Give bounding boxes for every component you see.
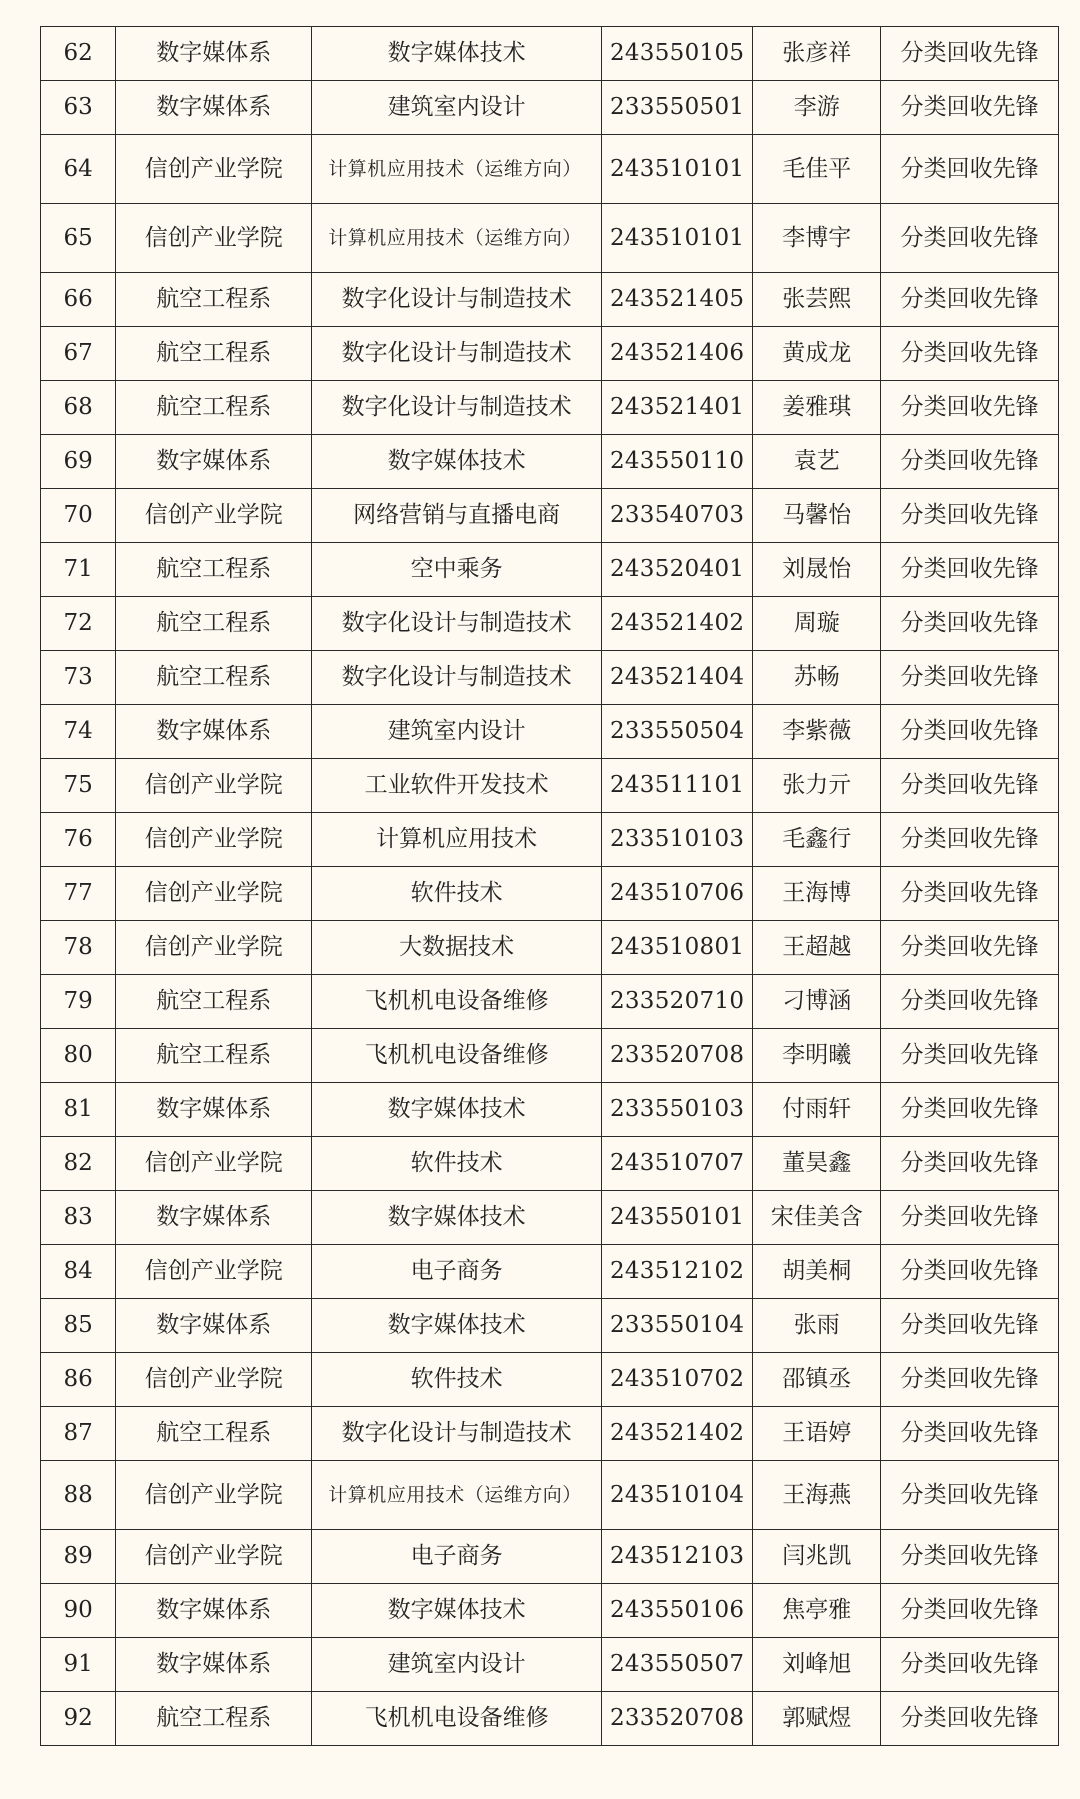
student-name-cell: 胡美桐 — [753, 1245, 881, 1299]
department-cell: 信创产业学院 — [116, 204, 312, 273]
major-cell: 飞机机电设备维修 — [312, 975, 602, 1029]
major-cell: 计算机应用技术（运维方向） — [312, 135, 602, 204]
major-cell: 数字媒体技术 — [312, 1584, 602, 1638]
class-id-cell: 233520710 — [601, 975, 753, 1029]
row-number-cell: 84 — [41, 1245, 116, 1299]
award-cell: 分类回收先锋 — [881, 1692, 1059, 1746]
award-cell: 分类回收先锋 — [881, 975, 1059, 1029]
student-name-cell: 闫兆凯 — [753, 1530, 881, 1584]
row-number-cell: 66 — [41, 273, 116, 327]
class-id-cell: 233550103 — [601, 1083, 753, 1137]
department-cell: 信创产业学院 — [116, 759, 312, 813]
table-row — [41, 1584, 1059, 1638]
department-cell: 信创产业学院 — [116, 135, 312, 204]
student-name-cell: 苏畅 — [753, 651, 881, 705]
class-id-cell: 243510801 — [601, 921, 753, 975]
major-cell: 飞机机电设备维修 — [312, 1029, 602, 1083]
student-name-cell: 付雨轩 — [753, 1083, 881, 1137]
major-cell: 数字媒体技术 — [312, 27, 602, 81]
class-id-cell: 243550101 — [601, 1191, 753, 1245]
department-cell: 信创产业学院 — [116, 1137, 312, 1191]
table-row — [41, 273, 1059, 327]
class-id-cell: 243521405 — [601, 273, 753, 327]
award-cell: 分类回收先锋 — [881, 1191, 1059, 1245]
major-cell: 软件技术 — [312, 1137, 602, 1191]
student-name-cell: 周璇 — [753, 597, 881, 651]
row-number-cell: 67 — [41, 327, 116, 381]
table-row — [41, 651, 1059, 705]
award-cell: 分类回收先锋 — [881, 1245, 1059, 1299]
student-name-cell: 刘晟怡 — [753, 543, 881, 597]
class-id-cell: 243550106 — [601, 1584, 753, 1638]
major-cell: 数字化设计与制造技术 — [312, 597, 602, 651]
class-id-cell: 233540703 — [601, 489, 753, 543]
class-id-cell: 233520708 — [601, 1029, 753, 1083]
department-cell: 数字媒体系 — [116, 27, 312, 81]
award-cell: 分类回收先锋 — [881, 1353, 1059, 1407]
student-name-cell: 王超越 — [753, 921, 881, 975]
table-row — [41, 1299, 1059, 1353]
row-number-cell: 81 — [41, 1083, 116, 1137]
class-id-cell: 243550105 — [601, 27, 753, 81]
row-number-cell: 82 — [41, 1137, 116, 1191]
major-cell: 建筑室内设计 — [312, 705, 602, 759]
award-cell: 分类回收先锋 — [881, 327, 1059, 381]
row-number-cell: 77 — [41, 867, 116, 921]
row-number-cell: 63 — [41, 81, 116, 135]
department-cell: 数字媒体系 — [116, 435, 312, 489]
department-cell: 航空工程系 — [116, 597, 312, 651]
award-cell: 分类回收先锋 — [881, 273, 1059, 327]
class-id-cell: 243512103 — [601, 1530, 753, 1584]
table-row — [41, 543, 1059, 597]
award-cell: 分类回收先锋 — [881, 435, 1059, 489]
major-cell: 数字化设计与制造技术 — [312, 1407, 602, 1461]
award-cell: 分类回收先锋 — [881, 381, 1059, 435]
award-cell: 分类回收先锋 — [881, 651, 1059, 705]
class-id-cell: 233510103 — [601, 813, 753, 867]
major-cell: 建筑室内设计 — [312, 1638, 602, 1692]
class-id-cell: 243521406 — [601, 327, 753, 381]
major-cell: 数字媒体技术 — [312, 1299, 602, 1353]
major-cell: 计算机应用技术（运维方向） — [312, 204, 602, 273]
major-cell: 数字媒体技术 — [312, 1191, 602, 1245]
award-cell: 分类回收先锋 — [881, 759, 1059, 813]
student-name-cell: 郭赋煜 — [753, 1692, 881, 1746]
award-cell: 分类回收先锋 — [881, 1299, 1059, 1353]
class-id-cell: 243521402 — [601, 1407, 753, 1461]
department-cell: 信创产业学院 — [116, 1530, 312, 1584]
class-id-cell: 243510101 — [601, 204, 753, 273]
row-number-cell: 69 — [41, 435, 116, 489]
row-number-cell: 89 — [41, 1530, 116, 1584]
student-name-cell: 李明曦 — [753, 1029, 881, 1083]
row-number-cell: 87 — [41, 1407, 116, 1461]
major-cell: 空中乘务 — [312, 543, 602, 597]
department-cell: 航空工程系 — [116, 543, 312, 597]
department-cell: 数字媒体系 — [116, 81, 312, 135]
row-number-cell: 74 — [41, 705, 116, 759]
class-id-cell: 233550504 — [601, 705, 753, 759]
student-name-cell: 袁艺 — [753, 435, 881, 489]
student-name-cell: 王海博 — [753, 867, 881, 921]
department-cell: 信创产业学院 — [116, 813, 312, 867]
major-cell: 软件技术 — [312, 1353, 602, 1407]
student-name-cell: 李游 — [753, 81, 881, 135]
student-name-cell: 邵镇丞 — [753, 1353, 881, 1407]
student-name-cell: 马馨怡 — [753, 489, 881, 543]
student-name-cell: 王语婷 — [753, 1407, 881, 1461]
class-id-cell: 233550501 — [601, 81, 753, 135]
row-number-cell: 76 — [41, 813, 116, 867]
honor-list-table — [40, 26, 1059, 1746]
table-row — [41, 759, 1059, 813]
student-name-cell: 董昊鑫 — [753, 1137, 881, 1191]
department-cell: 航空工程系 — [116, 327, 312, 381]
table-row — [41, 867, 1059, 921]
table-row — [41, 921, 1059, 975]
student-name-cell: 张彦祥 — [753, 27, 881, 81]
student-name-cell: 张雨 — [753, 1299, 881, 1353]
table-row — [41, 381, 1059, 435]
award-cell: 分类回收先锋 — [881, 867, 1059, 921]
award-cell: 分类回收先锋 — [881, 705, 1059, 759]
class-id-cell: 243510707 — [601, 1137, 753, 1191]
class-id-cell: 243550110 — [601, 435, 753, 489]
table-row — [41, 1638, 1059, 1692]
row-number-cell: 80 — [41, 1029, 116, 1083]
major-cell: 电子商务 — [312, 1245, 602, 1299]
row-number-cell: 64 — [41, 135, 116, 204]
row-number-cell: 73 — [41, 651, 116, 705]
department-cell: 信创产业学院 — [116, 867, 312, 921]
table-body — [41, 27, 1059, 1746]
award-cell: 分类回收先锋 — [881, 204, 1059, 273]
row-number-cell: 92 — [41, 1692, 116, 1746]
table-row — [41, 135, 1059, 204]
row-number-cell: 85 — [41, 1299, 116, 1353]
award-cell: 分类回收先锋 — [881, 1461, 1059, 1530]
award-cell: 分类回收先锋 — [881, 489, 1059, 543]
class-id-cell: 233520708 — [601, 1692, 753, 1746]
major-cell: 建筑室内设计 — [312, 81, 602, 135]
award-cell: 分类回收先锋 — [881, 1029, 1059, 1083]
class-id-cell: 243510702 — [601, 1353, 753, 1407]
award-cell: 分类回收先锋 — [881, 81, 1059, 135]
row-number-cell: 62 — [41, 27, 116, 81]
student-name-cell: 黄成龙 — [753, 327, 881, 381]
major-cell: 电子商务 — [312, 1530, 602, 1584]
student-name-cell: 李紫薇 — [753, 705, 881, 759]
award-cell: 分类回收先锋 — [881, 921, 1059, 975]
department-cell: 航空工程系 — [116, 1029, 312, 1083]
table-row — [41, 705, 1059, 759]
student-name-cell: 张力亓 — [753, 759, 881, 813]
table-row — [41, 1191, 1059, 1245]
table-row — [41, 327, 1059, 381]
class-id-cell: 243510104 — [601, 1461, 753, 1530]
class-id-cell: 243521402 — [601, 597, 753, 651]
student-name-cell: 刁博涵 — [753, 975, 881, 1029]
student-name-cell: 李博宇 — [753, 204, 881, 273]
major-cell: 软件技术 — [312, 867, 602, 921]
row-number-cell: 90 — [41, 1584, 116, 1638]
table-row — [41, 435, 1059, 489]
class-id-cell: 243510706 — [601, 867, 753, 921]
major-cell: 计算机应用技术（运维方向） — [312, 1461, 602, 1530]
department-cell: 数字媒体系 — [116, 1584, 312, 1638]
student-name-cell: 刘峰旭 — [753, 1638, 881, 1692]
department-cell: 信创产业学院 — [116, 1461, 312, 1530]
row-number-cell: 86 — [41, 1353, 116, 1407]
department-cell: 数字媒体系 — [116, 705, 312, 759]
department-cell: 数字媒体系 — [116, 1299, 312, 1353]
table-row — [41, 813, 1059, 867]
department-cell: 航空工程系 — [116, 1692, 312, 1746]
row-number-cell: 68 — [41, 381, 116, 435]
table-row — [41, 597, 1059, 651]
major-cell: 大数据技术 — [312, 921, 602, 975]
department-cell: 信创产业学院 — [116, 1245, 312, 1299]
table-row — [41, 1245, 1059, 1299]
class-id-cell: 243550507 — [601, 1638, 753, 1692]
award-cell: 分类回收先锋 — [881, 813, 1059, 867]
major-cell: 数字化设计与制造技术 — [312, 327, 602, 381]
table-row — [41, 975, 1059, 1029]
department-cell: 数字媒体系 — [116, 1191, 312, 1245]
table-row — [41, 1137, 1059, 1191]
student-name-cell: 王海燕 — [753, 1461, 881, 1530]
row-number-cell: 72 — [41, 597, 116, 651]
class-id-cell: 243510101 — [601, 135, 753, 204]
row-number-cell: 65 — [41, 204, 116, 273]
department-cell: 航空工程系 — [116, 1407, 312, 1461]
department-cell: 航空工程系 — [116, 381, 312, 435]
award-cell: 分类回收先锋 — [881, 27, 1059, 81]
table-row — [41, 204, 1059, 273]
student-name-cell: 宋佳美含 — [753, 1191, 881, 1245]
row-number-cell: 79 — [41, 975, 116, 1029]
award-cell: 分类回收先锋 — [881, 1584, 1059, 1638]
table-row — [41, 1692, 1059, 1746]
student-name-cell: 焦亭雅 — [753, 1584, 881, 1638]
table-row — [41, 1407, 1059, 1461]
row-number-cell: 78 — [41, 921, 116, 975]
class-id-cell: 243521401 — [601, 381, 753, 435]
class-id-cell: 243512102 — [601, 1245, 753, 1299]
table-row — [41, 27, 1059, 81]
student-name-cell: 姜雅琪 — [753, 381, 881, 435]
department-cell: 信创产业学院 — [116, 921, 312, 975]
major-cell: 数字化设计与制造技术 — [312, 273, 602, 327]
department-cell: 数字媒体系 — [116, 1083, 312, 1137]
row-number-cell: 88 — [41, 1461, 116, 1530]
major-cell: 数字化设计与制造技术 — [312, 651, 602, 705]
department-cell: 航空工程系 — [116, 273, 312, 327]
major-cell: 数字媒体技术 — [312, 435, 602, 489]
award-cell: 分类回收先锋 — [881, 1137, 1059, 1191]
row-number-cell: 70 — [41, 489, 116, 543]
table-row — [41, 1083, 1059, 1137]
major-cell: 计算机应用技术 — [312, 813, 602, 867]
department-cell: 航空工程系 — [116, 651, 312, 705]
award-cell: 分类回收先锋 — [881, 543, 1059, 597]
major-cell: 数字化设计与制造技术 — [312, 381, 602, 435]
department-cell: 信创产业学院 — [116, 1353, 312, 1407]
student-name-cell: 毛鑫行 — [753, 813, 881, 867]
table-row — [41, 81, 1059, 135]
department-cell: 航空工程系 — [116, 975, 312, 1029]
table-row — [41, 1353, 1059, 1407]
class-id-cell: 243521404 — [601, 651, 753, 705]
major-cell: 飞机机电设备维修 — [312, 1692, 602, 1746]
row-number-cell: 75 — [41, 759, 116, 813]
major-cell: 网络营销与直播电商 — [312, 489, 602, 543]
award-cell: 分类回收先锋 — [881, 1083, 1059, 1137]
department-cell: 信创产业学院 — [116, 489, 312, 543]
major-cell: 数字媒体技术 — [312, 1083, 602, 1137]
award-cell: 分类回收先锋 — [881, 1638, 1059, 1692]
row-number-cell: 71 — [41, 543, 116, 597]
table-row — [41, 1029, 1059, 1083]
major-cell: 工业软件开发技术 — [312, 759, 602, 813]
table-row — [41, 489, 1059, 543]
department-cell: 数字媒体系 — [116, 1638, 312, 1692]
table-row — [41, 1530, 1059, 1584]
class-id-cell: 233550104 — [601, 1299, 753, 1353]
student-name-cell: 张芸熙 — [753, 273, 881, 327]
class-id-cell: 243520401 — [601, 543, 753, 597]
award-cell: 分类回收先锋 — [881, 597, 1059, 651]
award-cell: 分类回收先锋 — [881, 1407, 1059, 1461]
award-cell: 分类回收先锋 — [881, 1530, 1059, 1584]
student-name-cell: 毛佳平 — [753, 135, 881, 204]
award-cell: 分类回收先锋 — [881, 135, 1059, 204]
table-row — [41, 1461, 1059, 1530]
row-number-cell: 83 — [41, 1191, 116, 1245]
class-id-cell: 243511101 — [601, 759, 753, 813]
row-number-cell: 91 — [41, 1638, 116, 1692]
